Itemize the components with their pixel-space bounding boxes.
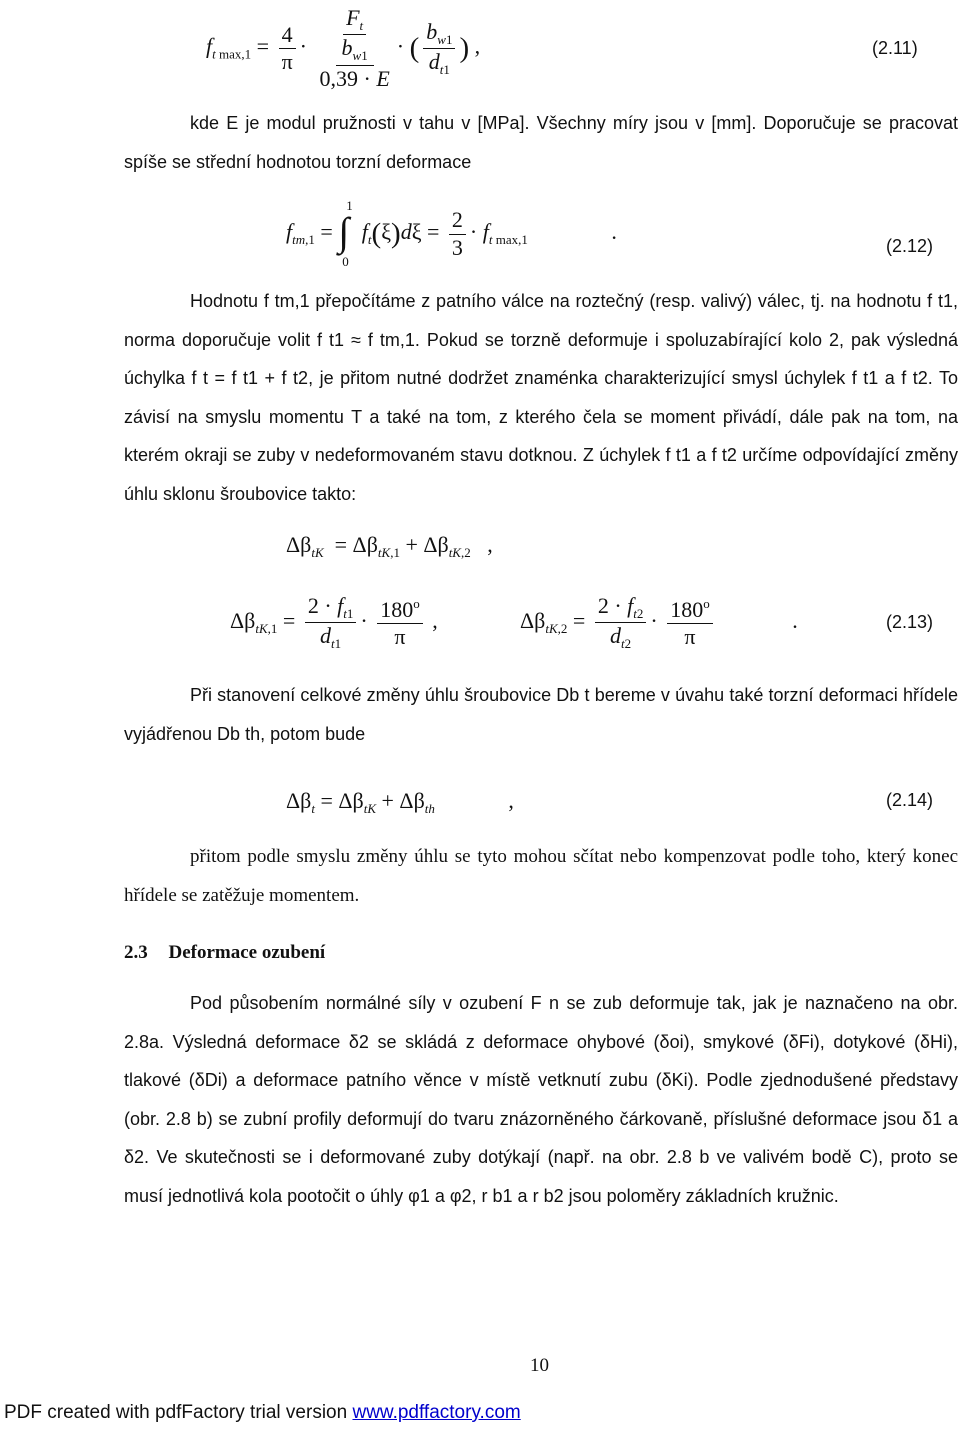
equation-2-13-left: $\Delta\beta_{tK,1}$ = $\frac{2 \cdot f_{t1}}{d_{t1}}$ · $\frac{180^o}{\pi}$ , (230, 593, 438, 652)
paragraph: kde E je modul pružnosti v tahu v [MPa]. Všechny míry jsou v [mm]. Doporučuje se pracovat spíše se střední hodnotou torzní deformace (124, 113, 958, 172)
equation-number: (2.13) (886, 612, 934, 632)
equation-2-13-right: $\Delta\beta_{tK,2}$ = $\frac{2 \cdot f_{t2}}{d_{t2}}$ · $\frac{180^o}{\pi}$ . (520, 593, 798, 652)
equation-number: (2.12) (886, 236, 934, 256)
page-number: 10 (530, 1355, 549, 1376)
footer-text: PDF created with pdfFactory trial version (4, 1402, 353, 1423)
equation-delta-beta-tk: $\Delta\beta_{tK} = \Delta\beta_{tK,1} + \Delta\beta_{tK,2}$ , (286, 532, 493, 560)
equation-number: (2.14) (886, 790, 934, 810)
paragraph: Pod působením normálné síly v ozubení F n se zub deformuje tak, jak je naznačeno na obr. 2.8a. Výsledná deformace δ2 se skládá z deformace ohybové (δoi), smykové (δFi), dotykové (δHi), tlakové (δDi) a deformace patního věnce v místě vetknutí zubu (δKi). Podle zjednodušené představy (obr. 2.8 b) se zubní profily deformují do tvaru znázorněného čárkovaně, příslušné deformace jsou δ1 a δ2. Ve skutečnosti se i deformované zuby dotýkají (např. na obr. 2.8 b ve valivém bodě C), proto se musí jednotlivá kola pootočit o úhly φ1 a φ2, r b1 a r b2 jsou poloměry základních kružnic. (124, 993, 958, 1206)
section-title: Deformace ozubení (168, 942, 326, 963)
section-heading (124, 942, 325, 964)
equation-2-14: $\Delta\beta_t = \Delta\beta_{tK} + \Delta\beta_{th}$ , (286, 788, 514, 816)
paragraph: Při stanovení celkové změny úhlu šroubovice Db t bereme v úvahu také torzní deformaci hřídele vyjádřenou Db th, potom bude (124, 685, 958, 744)
pdf-footer (4, 1402, 521, 1424)
equation-2-11: $f_{t max,1}$ = $\frac{4}{\pi}$ · $\frac{\frac{F_t}{b_{w1}}}{0,39 \cdot E}$ · ( $\frac{b_{w1}}{d_{t1}}$ ) , (206, 5, 481, 91)
section-number: 2.3 (124, 942, 148, 963)
equation-2-12: $f_{tm,1}$ = 1 ∫ 0 $f_t(\xi)d\xi$ = $\frac{2}{3}$ · $f_{t max,1}$ . (286, 198, 617, 269)
equation-number: (2.11) (872, 38, 918, 58)
paragraph: přitom podle smyslu změny úhlu se tyto mohou sčítat nebo kompenzovat podle toho, který konec hřídele se zatěžuje momentem. (124, 846, 958, 906)
footer-link[interactable]: www.pdffactory.com (352, 1402, 521, 1423)
paragraph: Hodnotu f tm,1 přepočítáme z patního válce na roztečný (resp. valivý) válec, tj. na hodnotu f t1, norma doporučuje volit f t1 ≈ f tm,1. Pokud se torzně deformuje i spoluzabírající kolo 2, pak výsledná úchylka f t = f t1 + f t2, je přitom nutné dodržet znaménka charakterizující smysl úchylek f t1 a f t2. To závisí na smyslu momentu T a také na tom, z kterého čela se moment přivádí, dále pak na tom, na kterém okraji se zuby v nedeformovaném stavu dotknou. Z úchylek f t1 a f t2 určíme odpovídající změny úhlu sklonu šroubovice takto: (124, 291, 958, 504)
